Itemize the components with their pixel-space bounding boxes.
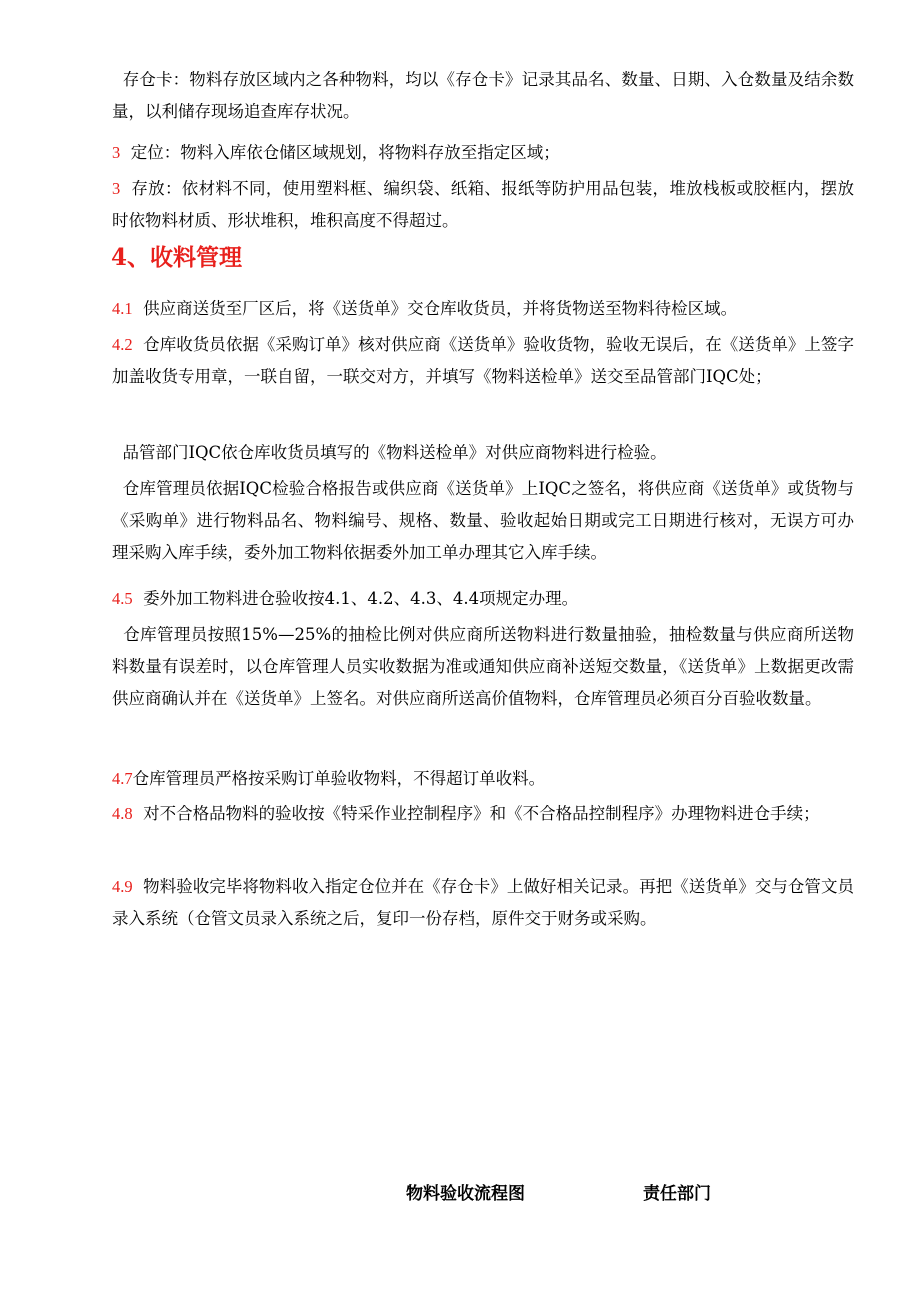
paragraph-text: 定位：物料入库依仓储区域规划，将物料存放至指定区域； (120, 143, 560, 162)
item-number: 4.9 (112, 877, 133, 896)
item-number: 3 (112, 143, 121, 162)
item-4-5 (112, 583, 854, 615)
item-text: 仓库管理员严格按采购订单验收物料，不得超订单收料。 (132, 769, 546, 788)
item-4-2 (112, 329, 854, 393)
item-text: 仓库管理员依据IQC检验合格报告或供应商《送货单》上IQC之签名，将供应商《送货单》或货物与《采购单》进行物料品名、物料编号、规格、数量、验收起始日期或完工日期进行核对，无误方可办理采购入库手续，委外加工物料依据委外加工单办理其它入库手续。 (112, 479, 854, 562)
item-4-4 (112, 473, 854, 569)
section-heading: 4、收料管理 (111, 244, 243, 271)
item-number: 4.2 (112, 335, 133, 354)
paragraph-indent (112, 70, 123, 89)
item-4-3 (112, 437, 854, 469)
item-text: 品管部门IQC依仓库收货员填写的《物料送检单》对供应商物料进行检验。 (122, 443, 667, 462)
item-text: 对不合格品物料的验收按《特采作业控制程序》和《不合格品控制程序》办理物料进仓手续； (132, 804, 820, 823)
item-4-8 (112, 798, 854, 830)
paragraph-positioning (112, 137, 854, 169)
responsible-dept-title: 责任部门 (643, 1184, 711, 1204)
paragraph-indent (112, 479, 123, 498)
item-number: 4.1 (112, 299, 133, 318)
paragraph-storage (112, 173, 854, 237)
item-4-1 (112, 293, 854, 325)
item-number: 4.8 (112, 804, 133, 823)
item-4-6 (112, 619, 854, 715)
paragraph-storage-card (112, 64, 854, 128)
item-text: 仓库管理员按照15%—25%的抽检比例对供应商所送物料进行数量抽验，抽检数量与供应商所送物料数量有误差时，以仓库管理人员实收数据为准或通知供应商补送短交数量，《送货单》上数据更改需供应商确认并在《送货单》上签名。对供应商所送高价值物料，仓库管理员必须百分百验收数量。 (112, 625, 854, 708)
item-text: 物料验收完毕将物料收入指定仓位并在《存仓卡》上做好相关记录。再把《送货单》交与仓管文员录入系统（仓管文员录入系统之后，复印一份存档，原件交于财务或采购。 (112, 877, 854, 928)
paragraph-text: 存仓卡：物料存放区域内之各种物料，均以《存仓卡》记录其品名、数量、日期、入仓数量及结余数量，以利储存现场追查库存状况。 (112, 70, 854, 121)
item-number: 4.7 (112, 769, 133, 788)
item-text: 供应商送货至厂区后，将《送货单》交仓库收货员，并将货物送至物料待检区域。 (132, 299, 738, 318)
item-text: 委外加工物料进仓验收按4.1、4.2、4.3、4.4项规定办理。 (132, 589, 579, 608)
item-4-7 (112, 763, 854, 795)
paragraph-indent (112, 443, 123, 462)
item-number: 3 (112, 179, 121, 198)
item-4-9 (112, 871, 854, 935)
flowchart-title: 物料验收流程图 (406, 1184, 525, 1204)
paragraph-indent (112, 625, 123, 644)
paragraph-text: 存放：依材料不同，使用塑料框、编织袋、纸箱、报纸等防护用品包装，堆放栈板或胶框内，摆放时依物料材质、形状堆积，堆积高度不得超过。 (112, 179, 854, 230)
item-text: 仓库收货员依据《采购订单》核对供应商《送货单》验收货物，验收无误后，在《送货单》上签字加盖收货专用章，一联自留，一联交对方，并填写《物料送检单》送交至品管部门IQC处； (112, 335, 854, 386)
item-number: 4.5 (112, 589, 133, 608)
